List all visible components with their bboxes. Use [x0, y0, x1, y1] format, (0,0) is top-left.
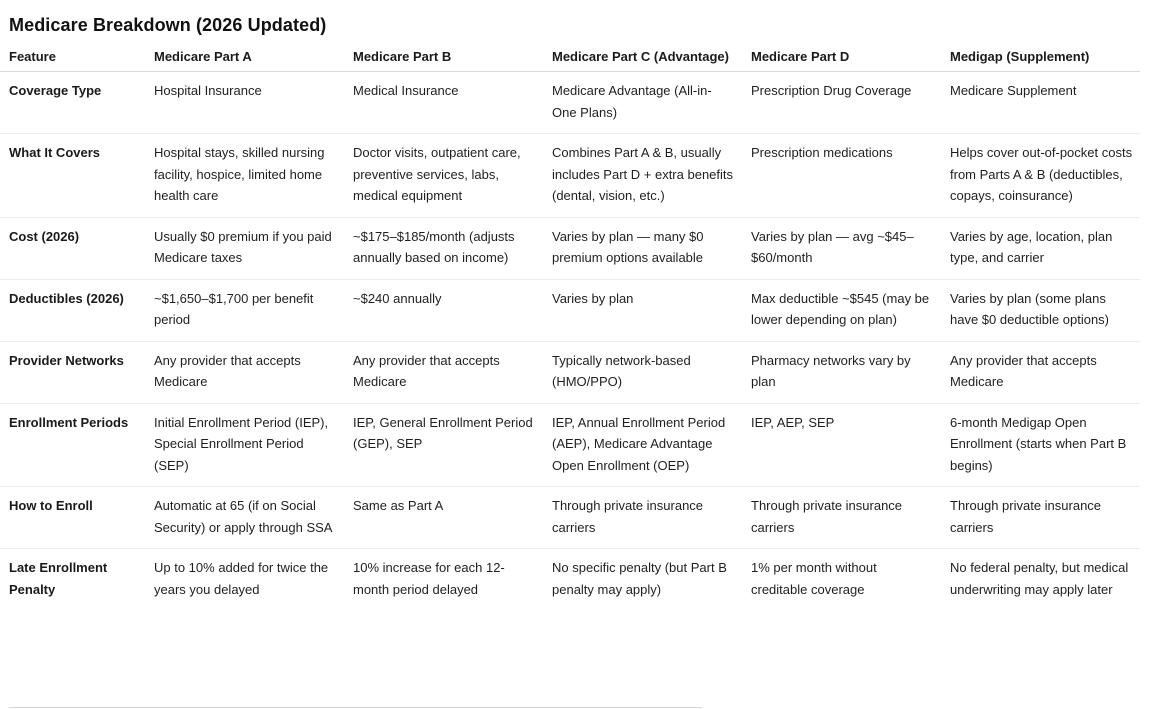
- table-cell: Hospital stays, skilled nursing facility, hospice, limited home health care: [145, 134, 344, 218]
- column-header-part-a: Medicare Part A: [145, 44, 344, 72]
- bottom-divider: [9, 707, 702, 708]
- table-row: [0, 549, 1140, 611]
- column-header-part-c: Medicare Part C (Advantage): [543, 44, 742, 72]
- table-cell: Medicare Supplement: [941, 72, 1140, 134]
- table-cell: IEP, Annual Enrollment Period (AEP), Medicare Advantage Open Enrollment (OEP): [543, 403, 742, 487]
- table-cell: Through private insurance carriers: [543, 487, 742, 549]
- column-header-part-d: Medicare Part D: [742, 44, 941, 72]
- table-cell: Varies by age, location, plan type, and carrier: [941, 217, 1140, 279]
- table-cell: Combines Part A & B, usually includes Part D + extra benefits (dental, vision, etc.): [543, 134, 742, 218]
- row-label: Enrollment Periods: [0, 403, 145, 487]
- table-cell: 10% increase for each 12-month period delayed: [353, 560, 505, 597]
- table-cell: ~$1,650–$1,700 per benefit period: [145, 279, 344, 341]
- column-header-part-b: Medicare Part B: [344, 44, 543, 72]
- table-cell: Typically network-based (HMO/PPO): [543, 341, 742, 403]
- column-header-feature: Feature: [0, 44, 145, 72]
- row-label: How to Enroll: [0, 487, 145, 549]
- table-cell: Prescription Drug Coverage: [742, 72, 941, 134]
- table-cell: Varies by plan (some plans have $0 deductible options): [941, 279, 1140, 341]
- table-row: [0, 403, 1140, 487]
- table-row: [0, 72, 1140, 134]
- medicare-comparison-table: [0, 44, 1140, 610]
- table-cell: ~$175–$185/month (adjusts annually based on income): [344, 217, 543, 279]
- table-cell: Varies by plan — avg ~$45–$60/month: [742, 217, 941, 279]
- table-cell: Automatic at 65 (if on Social Security) or apply through SSA: [145, 487, 344, 549]
- table-cell: IEP, AEP, SEP: [742, 403, 941, 487]
- table-cell: Pharmacy networks vary by plan: [742, 341, 941, 403]
- row-label: Cost (2026): [0, 217, 145, 279]
- row-label: Late Enrollment Penalty: [9, 560, 108, 597]
- table-row: [0, 279, 1140, 341]
- table-row: [0, 217, 1140, 279]
- table-cell: No federal penalty, but medical underwriting may apply later: [950, 560, 1129, 597]
- table-cell: Helps cover out-of-pocket costs from Parts A & B (deductibles, copays, coinsurance): [941, 134, 1140, 218]
- table-cell: Varies by plan — many $0 premium options available: [543, 217, 742, 279]
- table-cell: Hospital Insurance: [145, 72, 344, 134]
- table-cell: No specific penalty (but Part B penalty may apply): [552, 560, 727, 597]
- table-cell: Up to 10% added for twice the years you delayed: [154, 560, 329, 597]
- table-header: [0, 44, 1140, 72]
- table-cell: 1% per month without creditable coverage: [751, 560, 877, 597]
- table-cell: Same as Part A: [344, 487, 543, 549]
- column-header-medigap: Medigap (Supplement): [941, 44, 1140, 72]
- row-label: What It Covers: [0, 134, 145, 218]
- table-cell: Usually $0 premium if you paid Medicare taxes: [145, 217, 344, 279]
- table-cell: Prescription medications: [742, 134, 941, 218]
- table-cell: 6-month Medigap Open Enrollment (starts when Part B begins): [941, 403, 1140, 487]
- table-cell: Any provider that accepts Medicare: [941, 341, 1140, 403]
- row-label: Coverage Type: [0, 72, 145, 134]
- table-cell: Medicare Advantage (All-in-One Plans): [543, 72, 742, 134]
- table-cell: Through private insurance carriers: [742, 487, 941, 549]
- table-cell: Initial Enrollment Period (IEP), Special Enrollment Period (SEP): [145, 403, 344, 487]
- row-label: Deductibles (2026): [0, 279, 145, 341]
- table-cell: ~$240 annually: [344, 279, 543, 341]
- table-body: [0, 72, 1140, 611]
- table-cell: Through private insurance carriers: [941, 487, 1140, 549]
- table-row: [0, 134, 1140, 218]
- table-cell: Varies by plan: [543, 279, 742, 341]
- table-row: [0, 487, 1140, 549]
- header-row: [0, 44, 1140, 72]
- table-cell: IEP, General Enrollment Period (GEP), SEP: [344, 403, 543, 487]
- page-title: Medicare Breakdown (2026 Updated): [9, 15, 327, 35]
- table-cell: Max deductible ~$545 (may be lower depending on plan): [742, 279, 941, 341]
- table-cell: Doctor visits, outpatient care, preventive services, labs, medical equipment: [344, 134, 543, 218]
- table-cell: Any provider that accepts Medicare: [344, 341, 543, 403]
- table-cell: Any provider that accepts Medicare: [145, 341, 344, 403]
- row-label: Provider Networks: [0, 341, 145, 403]
- table-row: [0, 341, 1140, 403]
- table-cell: Medical Insurance: [344, 72, 543, 134]
